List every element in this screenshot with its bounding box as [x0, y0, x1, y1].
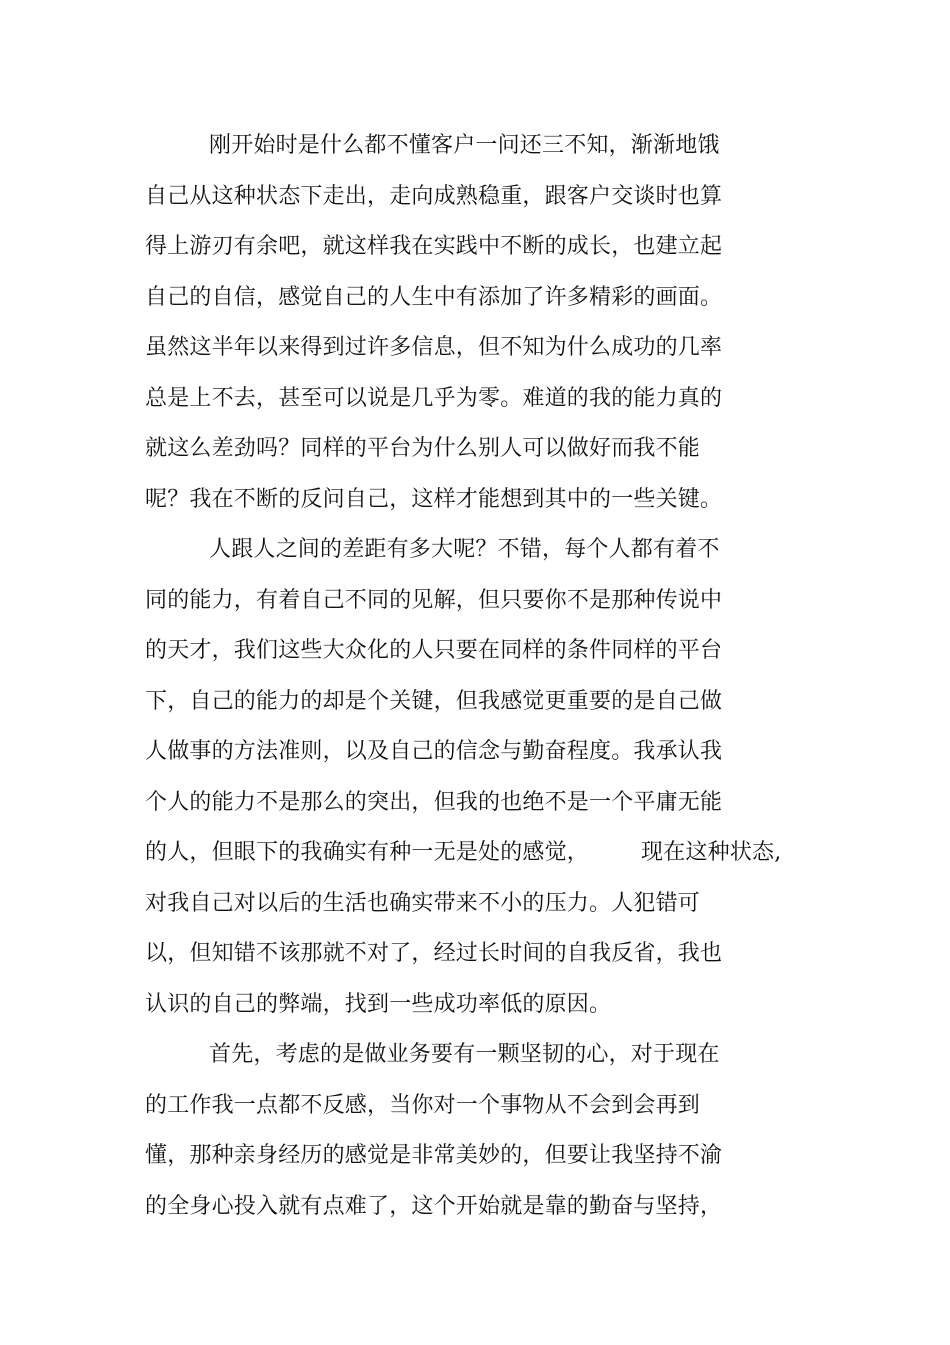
- text-line-head: 的人，但眼下的我确实有种一无是处的感觉，: [145, 840, 590, 865]
- text-line: 懂，那种亲身经历的感觉是非常美妙的，但要让我坚持不渝: [145, 1143, 723, 1168]
- text-line: 的工作我一点都不反感，当你对一个事物从不会到会再到: [145, 1092, 701, 1118]
- text-line: 的天才，我们这些大众化的人只要在同样的条件同样的平台: [145, 638, 723, 663]
- text-line-tail: 现在这种状态,: [641, 840, 782, 865]
- text-line: 认识的自己的弊端，找到一些成功率低的原因。: [145, 991, 612, 1017]
- text-line: 总是上不去，甚至可以说是几乎为零。难道的我的能力真的: [145, 385, 723, 411]
- text-line: 人做事的方法准则，以及自己的信念与勤奋程度。我承认我: [145, 739, 723, 764]
- text-line: 下，自己的能力的却是个关键，但我感觉更重要的是自己做: [145, 688, 723, 714]
- text-line: 个人的能力不是那么的突出，但我的也绝不是一个平庸无能: [145, 789, 723, 815]
- text-line: 对我自己对以后的生活也确实带来不小的压力。人犯错可: [145, 890, 701, 916]
- text-line: 虽然这半年以来得到过许多信息，但不知为什么成功的几率: [145, 335, 723, 360]
- text-line: 自己从这种状态下走出，走向成熟稳重，跟客户交谈时也算: [145, 183, 723, 209]
- text-line: 人跟人之间的差距有多大呢？不错，每个人都有着不: [209, 537, 720, 562]
- text-line-split: [145, 828, 805, 879]
- text-line: 同的能力，有着自己不同的见解，但只要你不是那种传说中: [145, 587, 723, 613]
- body-text: [145, 121, 805, 1232]
- text-line: 的全身心投入就有点难了，这个开始就是靠的勤奋与坚持，: [145, 1193, 723, 1219]
- text-line: 就这么差劲吗？同样的平台为什么别人可以做好而我不能: [145, 436, 701, 461]
- text-line: 以，但知错不该那就不对了，经过长时间的自我反省，我也: [145, 941, 723, 966]
- text-line: 刚开始时是什么都不懂客户一问还三不知，渐渐地饿: [209, 133, 720, 158]
- text-line: 首先，考虑的是做业务要有一颗坚韧的心，对于现在: [209, 1042, 720, 1067]
- text-line: 得上游刃有余吧，就这样我在实践中不断的成长，也建立起: [145, 234, 723, 259]
- text-line: 呢？我在不断的反问自己，这样才能想到其中的一些关键。: [145, 486, 723, 512]
- text-line: 自己的自信，感觉自己的人生中有添加了许多精彩的画面。: [145, 284, 723, 310]
